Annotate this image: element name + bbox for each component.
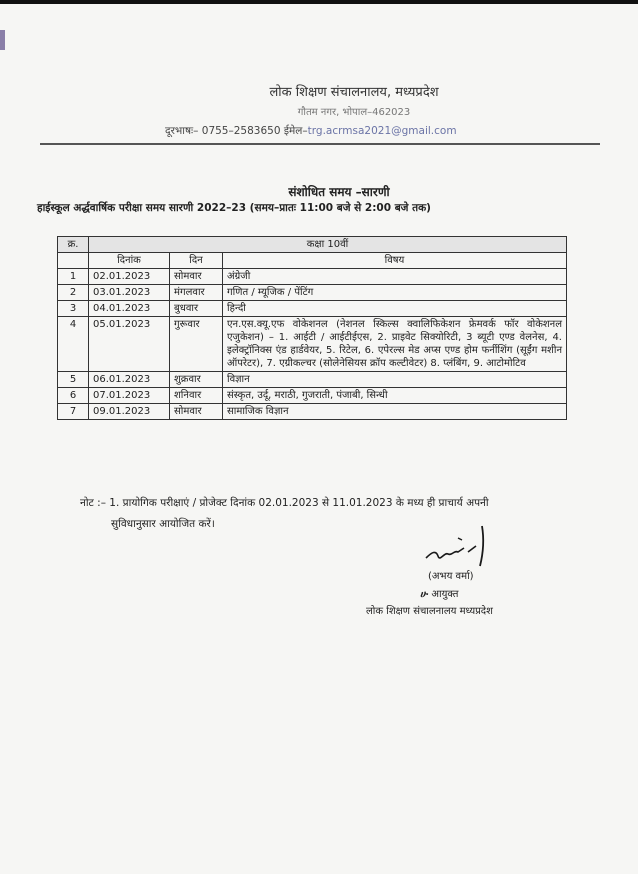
office-address: गौतम नगर, भोपाल–462023 [297,107,411,118]
row-sn: 1 [58,269,89,285]
row-subject: संस्कृत, उर्दू, मराठी, गुजराती, पंजाबी, सिन्धी [223,388,567,404]
table-row [58,388,567,404]
row-subject: गणित / म्यूजिक / पेंटिंग [223,285,567,301]
col-sn-blank [58,253,89,269]
designation-text: आयुक्त [431,589,459,600]
row-date: 04.01.2023 [89,301,170,317]
col-subject-header: विषय [223,253,567,269]
row-day: गुरूवार [170,317,223,372]
row-date: 02.01.2023 [89,269,170,285]
row-sn: 2 [58,285,89,301]
row-sn: 3 [58,301,89,317]
table-row [58,285,567,301]
note-line-2: सुविधानुसार आयोजित करें। [111,518,215,530]
col-date-header: दिनांक [89,253,170,269]
contact-line [165,124,457,138]
office-name: लोक शिक्षण संचालनालय, मध्यप्रदेश [269,85,439,100]
initial-mark: ሁ [420,589,428,600]
row-date: 06.01.2023 [89,372,170,388]
col-day-header: दिन [170,253,223,269]
document-subtitle: हाईस्कूल अर्द्धवार्षिक परीक्षा समय सारणी 2022–23 (समय–प्रातः 11:00 बजे से 2:00 बजे तक) [37,202,431,214]
note-line-1: नोट :– 1. प्रायोगिक परीक्षाएं / प्रोजेक्ट दिनांक 02.01.2023 से 11.01.2023 के मध्य ही प्राचार्य अपनी [80,497,489,509]
handwritten-signature [418,522,498,572]
signatory-office: लोक शिक्षण संचालनालय मध्यप्रदेश [366,606,493,617]
row-day: सोमवार [170,404,223,420]
row-sn: 6 [58,388,89,404]
class-label: कक्षा 10वीं [89,237,567,253]
row-subject: एन.एस.क्यू.एफ वोकेशनल (नेशनल स्किल्स क्वालिफिकेशन फ्रेमवर्क फॉर वोकेशनल एजुकेशन) – 1. आईटी / आईटीईएस, 2. प्राइवेट सिक्योरिटी, 3 ब्यूटी एण्ड वेलनेस, 4. इलेक्ट्रॉनिक्स एंड हार्डवेयर, 5. रिटेल, 6. एपेरल्स मेड अप्स एण्ड होम फर्नीशिंग (सूईंग मशीन ऑपरेटर), 7. एग्रीकल्चर (सोलेनेसियस क्रॉप कल्टीवेटर) 8. प्लंबिंग, 9. आटोमोटिव [223,317,567,372]
signatory-name: (अभय वर्मा) [428,571,474,582]
email-label: ईमेल– [283,125,308,137]
row-date: 07.01.2023 [89,388,170,404]
row-day: बुधवार [170,301,223,317]
row-day: शनिवार [170,388,223,404]
table-row [58,317,567,372]
row-sn: 4 [58,317,89,372]
row-subject: सामाजिक विज्ञान [223,404,567,420]
phone-number: 0755–2583650 [201,125,281,137]
document-title: संशोधित समय –सारणी [288,185,390,199]
signatory-designation [420,586,458,600]
row-subject: अंग्रेजी [223,269,567,285]
edge-mark [0,30,5,50]
table-header-row [58,237,567,253]
phone-label: दूरभाषः– [165,125,199,137]
row-subject: विज्ञान [223,372,567,388]
row-date: 09.01.2023 [89,404,170,420]
row-date: 05.01.2023 [89,317,170,372]
col-sn-header: क्र. [58,237,89,253]
exam-schedule-table [57,236,567,420]
row-day: शुक्रवार [170,372,223,388]
row-date: 03.01.2023 [89,285,170,301]
row-day: मंगलवार [170,285,223,301]
top-edge [0,0,638,4]
table-subheader-row [58,253,567,269]
row-sn: 7 [58,404,89,420]
row-subject: हिन्दी [223,301,567,317]
header-divider [40,143,600,145]
table-row [58,404,567,420]
row-sn: 5 [58,372,89,388]
table-row [58,301,567,317]
email-address: trg.acrmsa2021@gmail.com [307,125,457,137]
table-row [58,269,567,285]
table-row [58,372,567,388]
row-day: सोमवार [170,269,223,285]
